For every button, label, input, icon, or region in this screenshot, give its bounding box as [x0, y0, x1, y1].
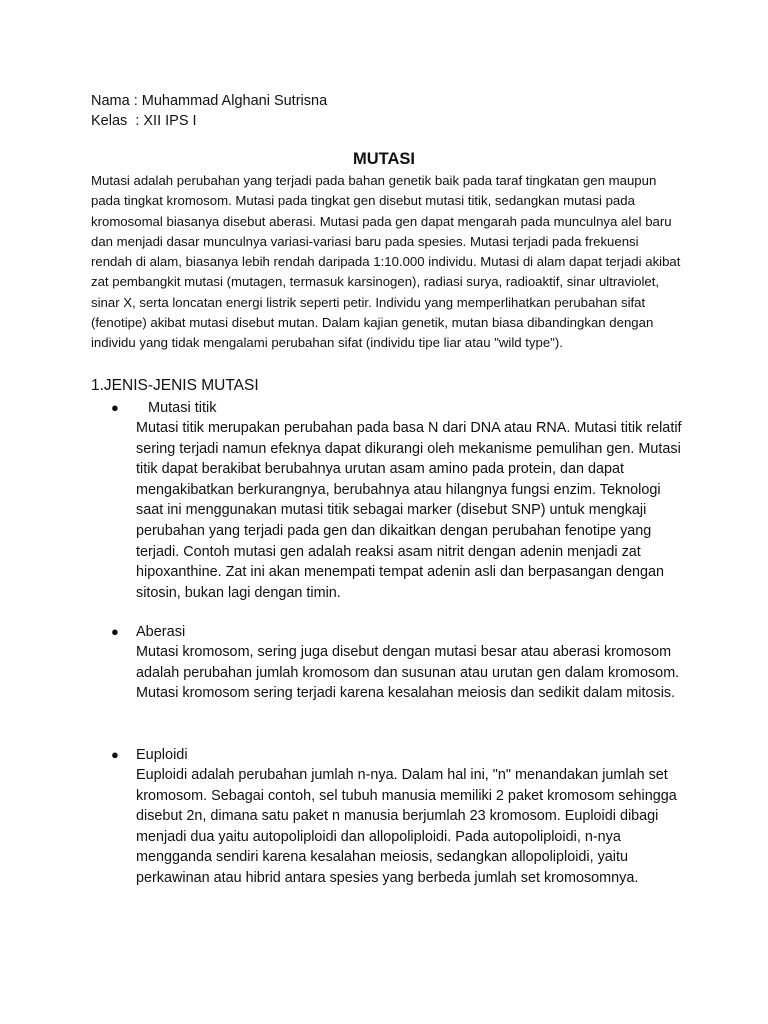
student-name-line: Nama : Muhammad Alghani Sutrisna: [91, 93, 328, 109]
bullet-icon: ●: [111, 400, 119, 415]
list-item-body: Mutasi titik merupakan perubahan pada basa N dari DNA atau RNA. Mutasi titik relatif sering terjadi namun efeknya dapat dikurangi oleh mekanisme pemulihan gen. Mutasi titik dapat berakibat berubahnya urutan asam amino pada protein, dan dapat mengakibatkan berkurangnya, berubahnya atau hilangnya fungsi enzim. Teknologi saat ini menggunakan mutasi titik sebagai marker (disebut SNP) untuk mengkaji perubahan yang terjadi pada gen dan dikaitkan dengan perubahan fenotipe yang terjadi. Contoh mutasi gen adalah reaksi asam nitrit dengan adenin menjadi zat hipoxanthine. Zat ini akan menempati tempat adenin asli dan berpasangan dengan sitosin, bukan lagi dengan timin.: [136, 420, 682, 601]
list-item-aberasi: [111, 622, 691, 704]
list-item-mutasi-titik: [111, 398, 691, 603]
list-item-euploidi: [111, 745, 691, 889]
bullet-icon: ●: [111, 747, 119, 762]
intro-paragraph: Mutasi adalah perubahan yang terjadi pada bahan genetik baik pada taraf tingkatan gen maupun pada tingkat kromosom. Mutasi pada tingkat gen disebut mutasi titik, sedangkan mutasi pada kromosomal biasanya disebut aberasi. Mutasi pada gen dapat mengarah pada munculnya alel baru dan menjadi dasar munculnya variasi-variasi baru pada spesies. Mutasi terjadi pada frekuensi rendah di alam, biasanya lebih rendah daripada 1:10.000 individu. Mutasi di alam dapat terjadi akibat zat pembangkit mutasi (mutagen, termasuk karsinogen), radiasi surya, radioaktif, sinar ultraviolet, sinar X, serta loncatan energi listrik seperti petir. Individu yang memperlihatkan perubahan sifat (fenotipe) akibat mutasi disebut mutan. Dalam kajian genetik, mutan biasa dibandingkan dengan individu yang tidak mengalami perubahan sifat (individu tipe liar atau "wild type").: [91, 173, 681, 351]
list-item-body: Euploidi adalah perubahan jumlah n-nya. Dalam hal ini, "n" menandakan jumlah set kromosom. Sebagai contoh, sel tubuh manusia memiliki 2 paket kromosom sehingga disebut 2n, dimana satu paket n manusia berjumlah 23 kromosom. Euploidi dibagi menjadi dua yaitu autopoliploidi dan allopoliploidi. Pada autopoliploidi, n-nya mengganda sendiri karena kesalahan meiosis, sedangkan allopoliploidi, yaitu perkawinan atau hibrid antara spesies yang berbeda jumlah set kromosomnya.: [136, 767, 677, 886]
student-class-line: Kelas : XII IPS I: [91, 113, 197, 129]
document-title: MUTASI: [352, 150, 416, 168]
list-item-label: Mutasi titik: [148, 400, 217, 416]
bullet-icon: ●: [111, 624, 119, 639]
list-item-label: Euploidi: [136, 747, 188, 763]
list-item-label: Aberasi: [136, 624, 186, 640]
section-heading: 1.JENIS-JENIS MUTASI: [91, 377, 259, 394]
list-item-body: Mutasi kromosom, sering juga disebut dengan mutasi besar atau aberasi kromosom adalah perubahan jumlah kromosom dan susunan atau urutan gen dalam kromosom. Mutasi kromosom sering terjadi karena kesalahan meiosis dan sedikit dalam mitosis.: [136, 644, 680, 702]
